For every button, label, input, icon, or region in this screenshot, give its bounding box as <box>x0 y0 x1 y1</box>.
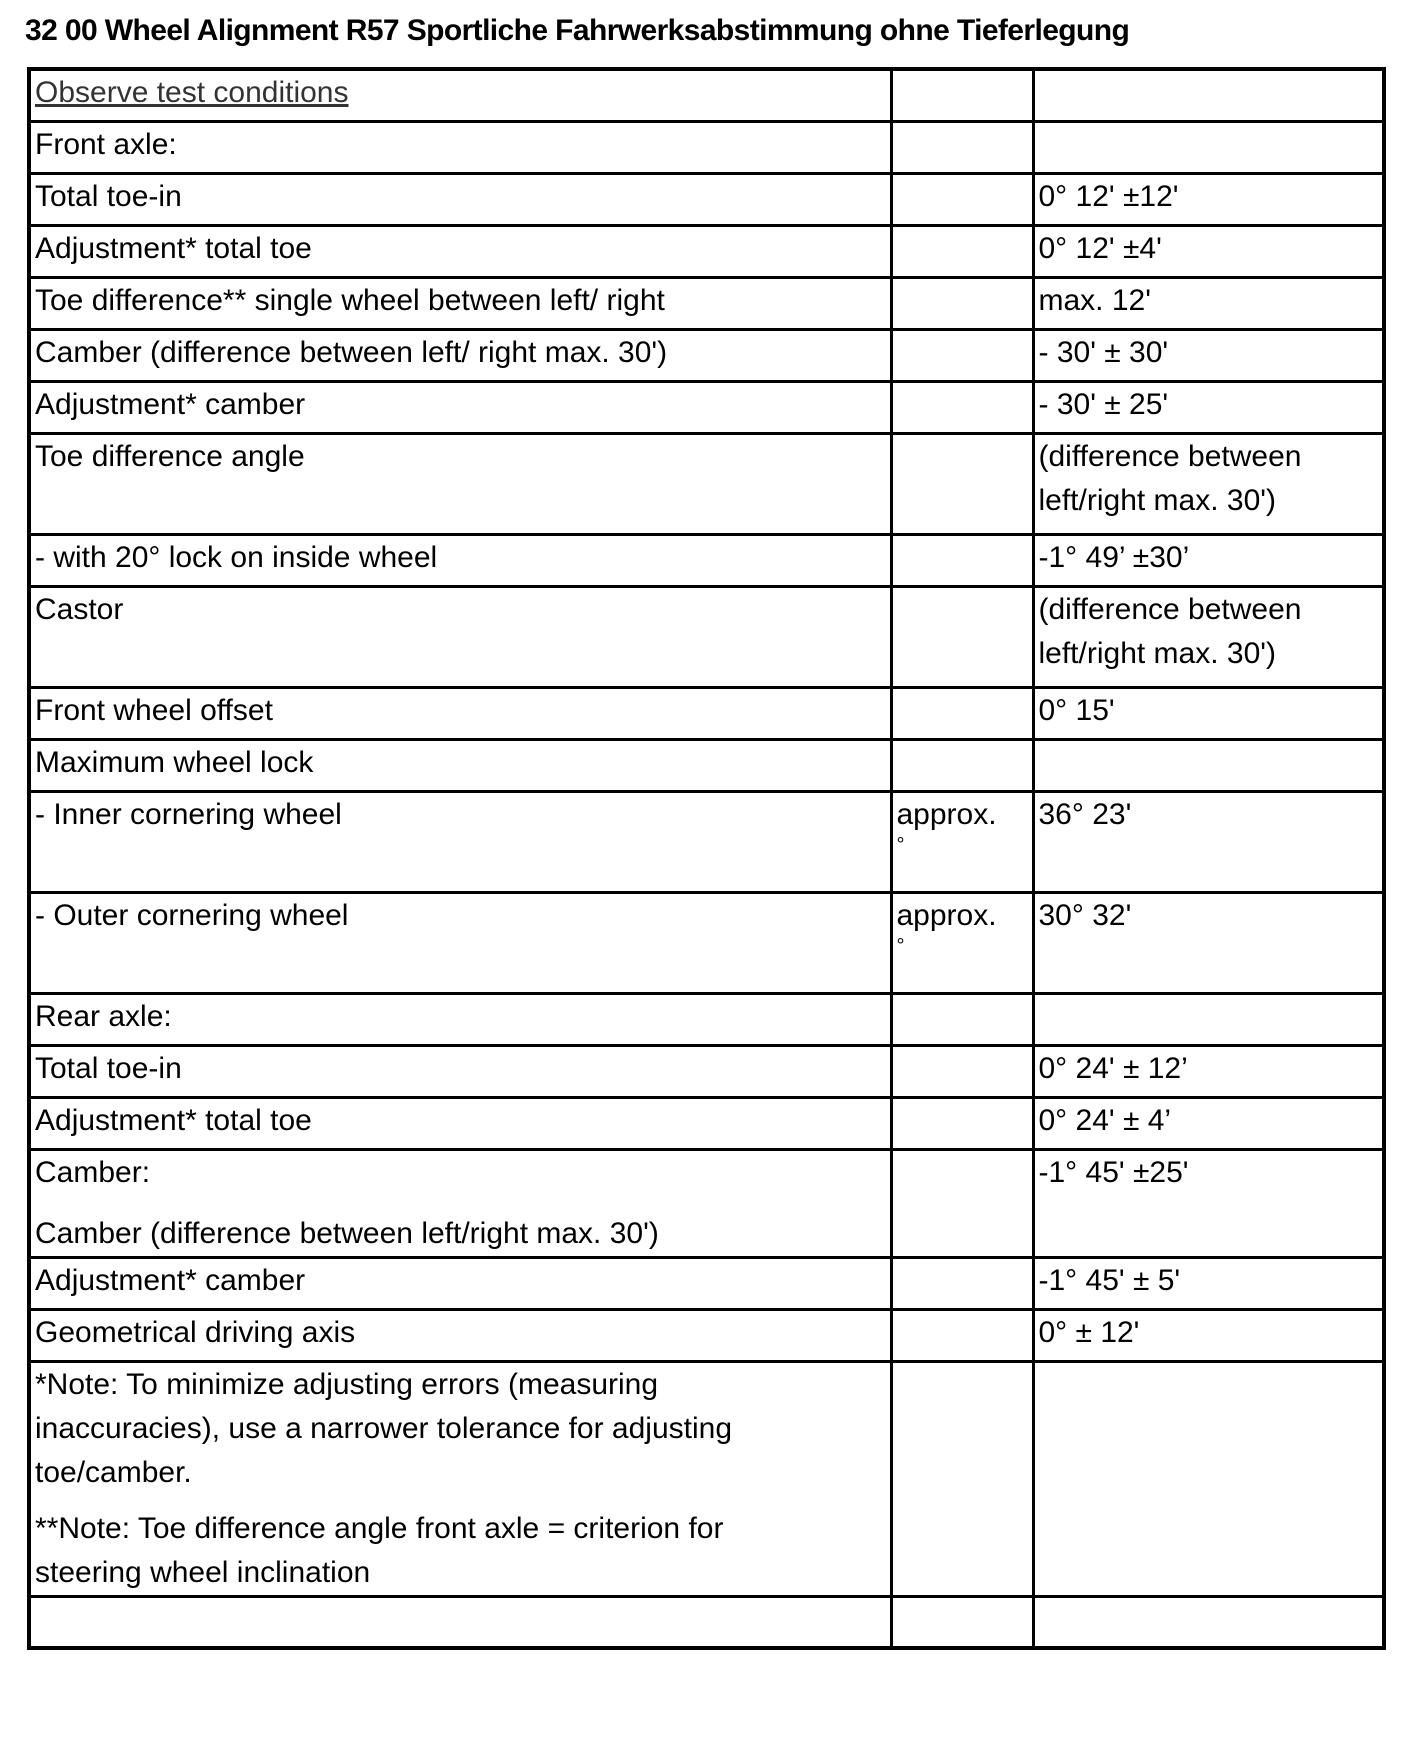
approx-cell <box>891 1097 1033 1149</box>
label-cell: Maximum wheel lock <box>29 739 891 791</box>
value-cell: 0° 12' ±12' <box>1033 173 1384 225</box>
approx-cell <box>891 791 1033 892</box>
table-row <box>29 225 1384 277</box>
label-cell: Adjustment* camber <box>29 1257 891 1309</box>
value-cell <box>1033 121 1384 173</box>
page-title: 32 00 Wheel Alignment R57 Sportliche Fahrwerksabstimmung ohne Tieferlegung <box>25 14 1130 47</box>
value-cell: (difference between left/right max. 30') <box>1033 433 1384 534</box>
approx-cell <box>891 687 1033 739</box>
approx-cell <box>891 739 1033 791</box>
label-cell: Castor <box>29 586 891 687</box>
table-row <box>29 121 1384 173</box>
value-cell <box>1033 1361 1384 1596</box>
value-cell: 0° 15' <box>1033 687 1384 739</box>
label-cell: Rear axle: <box>29 993 891 1045</box>
table-row <box>29 586 1384 687</box>
approx-cell <box>891 277 1033 329</box>
approx-cell <box>891 1149 1033 1257</box>
table-row <box>29 534 1384 586</box>
approx-cell <box>891 1361 1033 1596</box>
empty-row <box>29 1596 1384 1648</box>
approx-cell <box>891 1257 1033 1309</box>
label-cell: - Inner cornering wheel <box>29 791 891 892</box>
value-cell: 0° 24' ± 4’ <box>1033 1097 1384 1149</box>
table-row <box>29 381 1384 433</box>
value-cell: 36° 23' <box>1033 791 1384 892</box>
approx-cell <box>891 1045 1033 1097</box>
value-cell: (difference between left/right max. 30') <box>1033 586 1384 687</box>
approx-label: approx. <box>896 898 997 932</box>
label-cell: Front wheel offset <box>29 687 891 739</box>
approx-cell <box>891 173 1033 225</box>
value-cell: -1° 45' ±25' <box>1033 1149 1384 1257</box>
table-row <box>29 1149 1384 1257</box>
value-cell: - 30' ± 30' <box>1033 329 1384 381</box>
approx-cell <box>891 534 1033 586</box>
test-conditions-link[interactable]: Observe test conditions <box>35 76 349 109</box>
label-cell: - with 20° lock on inside wheel <box>29 534 891 586</box>
note-adjusting-errors: *Note: To minimize adjusting errors (measuring inaccuracies), use a narrower tolerance for adjusting toe/camber. <box>35 1367 733 1489</box>
label-cell: Toe difference angle <box>29 433 891 534</box>
approx-label: approx. <box>896 797 997 831</box>
notes-row <box>29 1361 1384 1596</box>
table-row <box>29 277 1384 329</box>
degree-unit: ° <box>896 833 905 856</box>
value-cell: -1° 45' ± 5' <box>1033 1257 1384 1309</box>
table-row <box>29 173 1384 225</box>
camber-heading: Camber: <box>35 1155 151 1189</box>
note-toe-difference: **Note: Toe difference angle front axle = criterion for steering wheel inclination <box>35 1511 724 1589</box>
table-row <box>29 433 1384 534</box>
approx-cell <box>891 892 1033 993</box>
value-cell: max. 12' <box>1033 277 1384 329</box>
approx-cell <box>891 1596 1033 1648</box>
value-cell <box>1033 69 1384 121</box>
value-cell <box>1033 739 1384 791</box>
value-cell <box>1033 993 1384 1045</box>
degree-unit: ° <box>896 934 905 957</box>
label-cell: Total toe-in <box>29 1045 891 1097</box>
table-row <box>29 739 1384 791</box>
label-cell: Adjustment* total toe <box>29 225 891 277</box>
label-cell: Geometrical driving axis <box>29 1309 891 1361</box>
value-cell: - 30' ± 25' <box>1033 381 1384 433</box>
table-row <box>29 69 1384 121</box>
approx-cell <box>891 225 1033 277</box>
wheel-alignment-table <box>27 67 1386 1650</box>
label-cell <box>29 1596 891 1648</box>
notes-cell <box>29 1361 891 1596</box>
label-cell: Total toe-in <box>29 173 891 225</box>
label-cell: - Outer cornering wheel <box>29 892 891 993</box>
approx-cell <box>891 586 1033 687</box>
value-cell: 0° 12' ±4' <box>1033 225 1384 277</box>
table-row <box>29 993 1384 1045</box>
value-cell: 30° 32' <box>1033 892 1384 993</box>
approx-cell <box>891 433 1033 534</box>
table-row <box>29 687 1384 739</box>
approx-cell <box>891 1309 1033 1361</box>
table-row <box>29 1045 1384 1097</box>
value-cell: 0° 24' ± 12’ <box>1033 1045 1384 1097</box>
label-cell <box>29 1149 891 1257</box>
label-cell: Adjustment* total toe <box>29 1097 891 1149</box>
label-cell: Camber (difference between left/ right max. 30') <box>29 329 891 381</box>
label-cell: Toe difference** single wheel between left/ right <box>29 277 891 329</box>
value-cell: -1° 49’ ±30’ <box>1033 534 1384 586</box>
label-cell[interactable] <box>29 69 891 121</box>
camber-description: Camber (difference between left/right max. 30') <box>35 1216 659 1250</box>
table-row <box>29 329 1384 381</box>
table-row <box>29 1257 1384 1309</box>
approx-cell <box>891 329 1033 381</box>
table-row <box>29 1309 1384 1361</box>
table-row <box>29 1097 1384 1149</box>
value-cell: 0° ± 12' <box>1033 1309 1384 1361</box>
approx-cell <box>891 381 1033 433</box>
approx-cell <box>891 121 1033 173</box>
approx-cell <box>891 993 1033 1045</box>
approx-cell <box>891 69 1033 121</box>
label-cell: Front axle: <box>29 121 891 173</box>
label-cell: Adjustment* camber <box>29 381 891 433</box>
value-cell <box>1033 1596 1384 1648</box>
table-row <box>29 791 1384 892</box>
table-row <box>29 892 1384 993</box>
